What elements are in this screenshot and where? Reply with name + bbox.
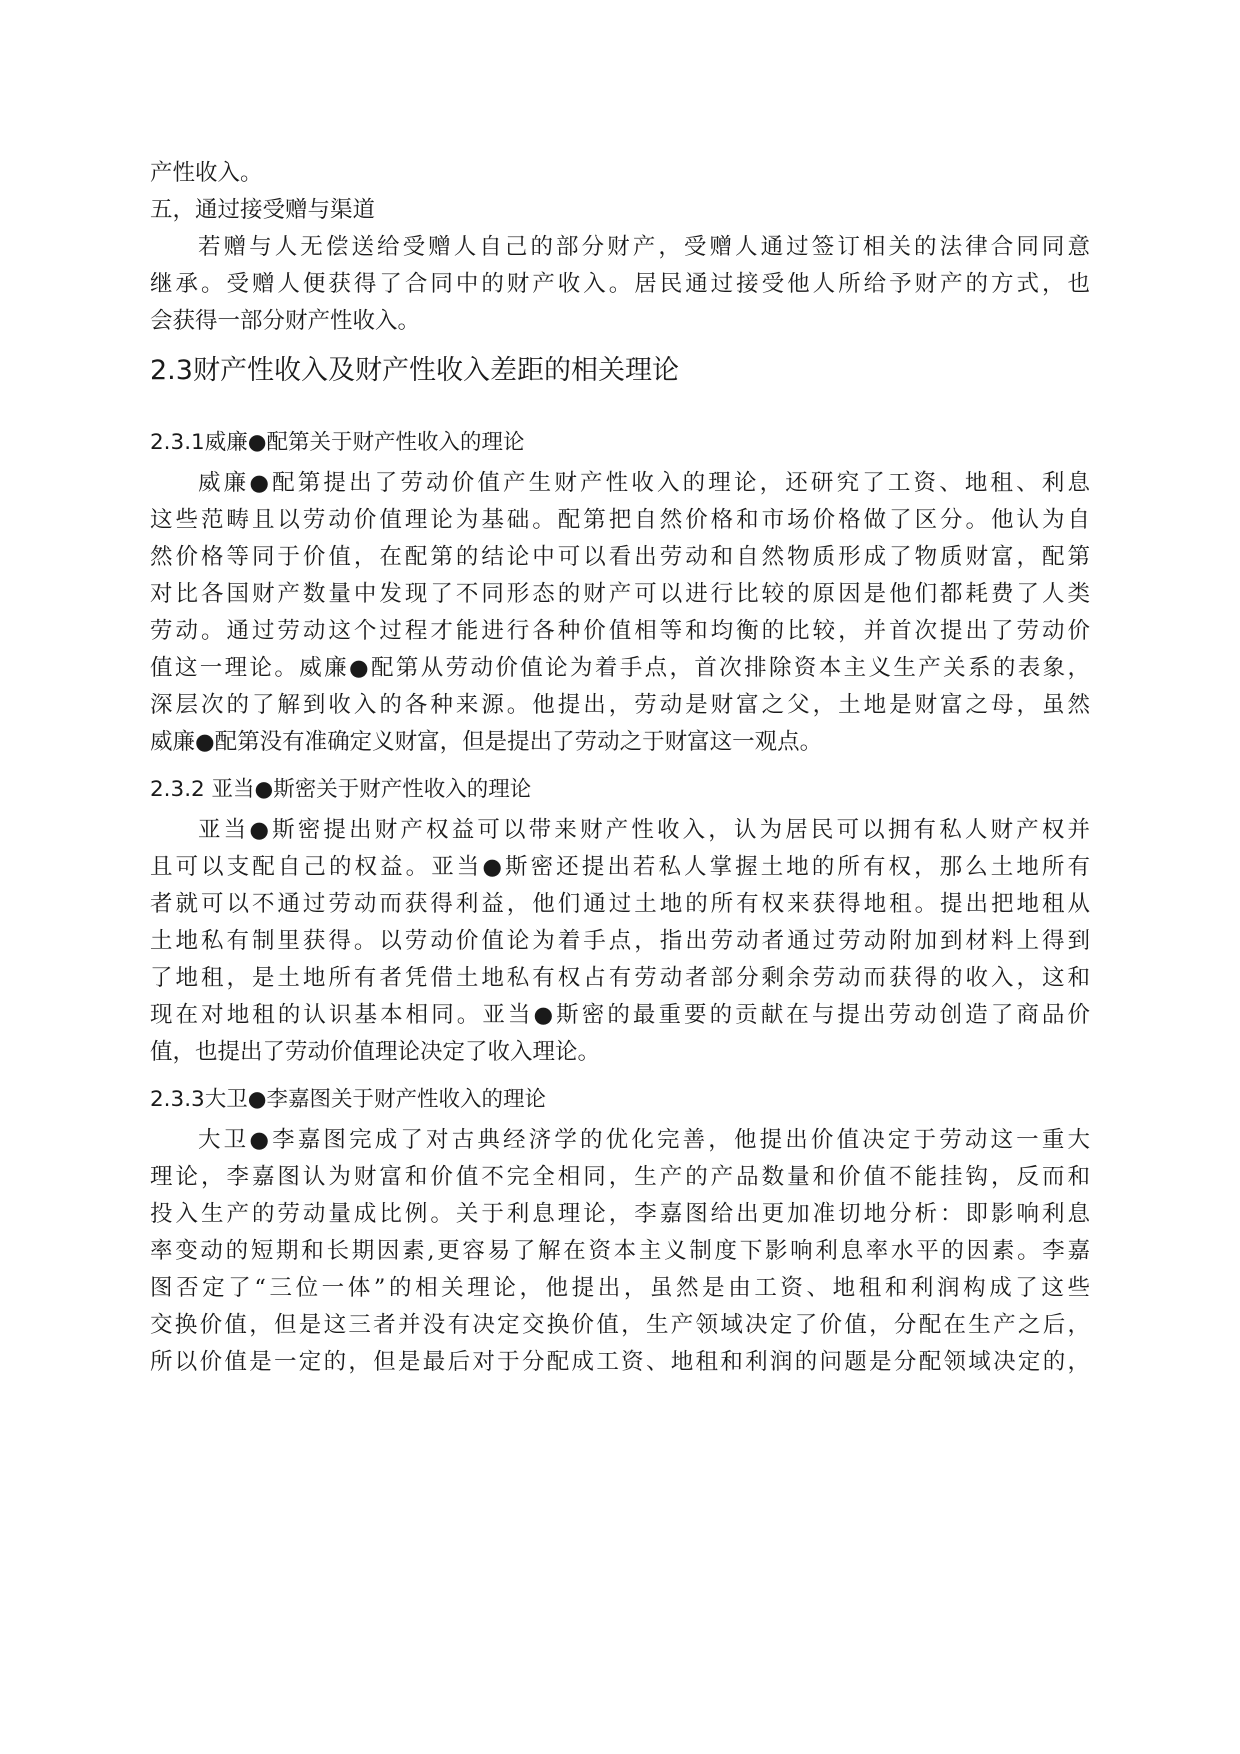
body-line: 继承。受赠人便获得了合同中的财产收入。居民通过接受他人所给予财产的方式，也 — [150, 271, 1090, 297]
body-line: 了地租，是土地所有者凭借土地私有权占有劳动者部分剩余劳动而获得的收入，这和 — [150, 965, 1090, 991]
body-line: 理论，李嘉图认为财富和价值不完全相同，生产的产品数量和价值不能挂钩，反而和 — [150, 1164, 1090, 1190]
body-line: 威廉●配第没有准确定义财富，但是提出了劳动之于财富这一观点。 — [150, 729, 823, 755]
subsection-heading-2-3-1: 2.3.1威廉●配第关于财产性收入的理论 — [150, 430, 525, 455]
body-line: 土地私有制里获得。以劳动价值论为着手点，指出劳动者通过劳动附加到材料上得到 — [150, 928, 1090, 954]
body-line: 产性收入。 — [150, 160, 263, 186]
body-line: 大卫●李嘉图完成了对古典经济学的优化完善，他提出价值决定于劳动这一重大 — [198, 1127, 1090, 1153]
body-line: 若赠与人无偿送给受赠人自己的部分财产，受赠人通过签订相关的法律合同同意 — [198, 234, 1090, 260]
body-line: 威廉●配第提出了劳动价值产生财产性收入的理论，还研究了工资、地租、利息 — [198, 470, 1090, 496]
body-line: 所以价值是一定的，但是最后对于分配成工资、地租和利润的问题是分配领域决定的， — [150, 1349, 1090, 1375]
body-line: 交换价值，但是这三者并没有决定交换价值，生产领域决定了价值，分配在生产之后， — [150, 1312, 1090, 1338]
body-line: 值这一理论。威廉●配第从劳动价值论为着手点，首次排除资本主义生产关系的表象， — [150, 655, 1090, 681]
section-heading-2-3: 2.3财产性收入及财产性收入差距的相关理论 — [150, 355, 679, 386]
body-line: 投入生产的劳动量成比例。关于利息理论，李嘉图给出更加准切地分析：即影响利息 — [150, 1201, 1090, 1227]
body-line: 然价格等同于价值，在配第的结论中可以看出劳动和自然物质形成了物质财富，配第 — [150, 544, 1090, 570]
body-line: 率变动的短期和长期因素,更容易了解在资本主义制度下影响利息率水平的因素。李嘉 — [150, 1238, 1090, 1264]
body-line: 值，也提出了劳动价值理论决定了收入理论。 — [150, 1039, 601, 1065]
body-line: 劳动。通过劳动这个过程才能进行各种价值相等和均衡的比较，并首次提出了劳动价 — [150, 618, 1090, 644]
body-line: 深层次的了解到收入的各种来源。他提出，劳动是财富之父，土地是财富之母，虽然 — [150, 692, 1090, 718]
body-line: 这些范畴且以劳动价值理论为基础。配第把自然价格和市场价格做了区分。他认为自 — [150, 507, 1090, 533]
body-line: 会获得一部分财产性收入。 — [150, 308, 421, 334]
list-item-heading: 五，通过接受赠与渠道 — [150, 197, 376, 223]
body-line: 亚当●斯密提出财产权益可以带来财产性收入，认为居民可以拥有私人财产权并 — [198, 817, 1090, 843]
subsection-heading-2-3-3: 2.3.3大卫●李嘉图关于财产性收入的理论 — [150, 1087, 546, 1112]
body-line: 对比各国财产数量中发现了不同形态的财产可以进行比较的原因是他们都耗费了人类 — [150, 581, 1090, 607]
body-line: 且可以支配自己的权益。亚当●斯密还提出若私人掌握土地的所有权，那么土地所有 — [150, 854, 1090, 880]
body-line: 者就可以不通过劳动而获得利益，他们通过土地的所有权来获得地租。提出把地租从 — [150, 891, 1090, 917]
subsection-heading-2-3-2: 2.3.2 亚当●斯密关于财产性收入的理论 — [150, 777, 532, 802]
body-line: 图否定了“三位一体”的相关理论，他提出，虽然是由工资、地租和利润构成了这些 — [150, 1275, 1090, 1301]
body-line: 现在对地租的认识基本相同。亚当●斯密的最重要的贡献在与提出劳动创造了商品价 — [150, 1002, 1090, 1028]
